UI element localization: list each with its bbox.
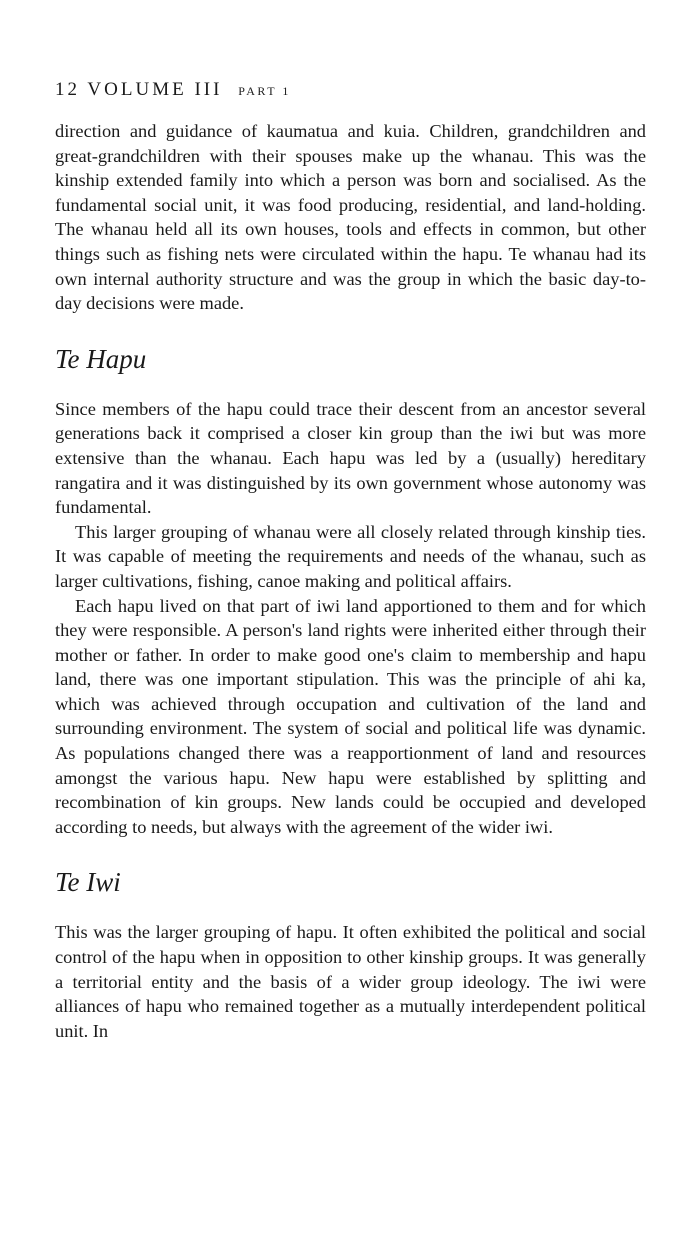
page-number: 12 — [55, 79, 80, 100]
page — [55, 78, 646, 1043]
running-head — [55, 78, 646, 103]
section-heading-iwi: Te Iwi — [55, 867, 121, 898]
hapu-paragraph-1: Since members of the hapu could trace their descent from an ancestor several generations back it comprised a closer kin group than the iwi but was more extensive than the whanau. Each hapu was led by a (usually) hereditary rangatira and it was distinguished by its own government whose autonomy was fundamental. — [55, 398, 646, 518]
hapu-paragraph-3: Each hapu lived on that part of iwi land apportioned to them and for which they were responsible. A person's land rights were inherited either through their mother or father. In order to make good one's claim to membership and hapu land, there was one important stipulation. This was the principle of ahi ka, which was achieved through occupation and cultivation of the land and surrounding environment. The system of social and political life was dynamic. As populations changed there was a reapportionment of land and resources amongst the various hapu. New hapu were established by splitting and recombination of kin groups. New lands could be occupied and developed according to needs, but always with the agreement of the wider iwi. — [55, 595, 646, 837]
section-heading-hapu: Te Hapu — [55, 343, 147, 374]
intro-paragraph: direction and guidance of kaumatua and kuia. Children, grandchildren and great-grandchildren with their spouses make up the whanau. This was the kinship extended family into which a person was born and socialised. As the fundamental social unit, it was food producing, residential, and land-holding. The whanau held all its own houses, tools and effects in common, but other things such as fishing nets were circulated within the hapu. Te whanau had its own internal authority structure and was the group in which the basic day-to-day decisions were made. — [55, 121, 646, 314]
volume-label: VOLUME III — [87, 79, 223, 100]
hapu-paragraph-2: This larger grouping of whanau were all closely related through kinship ties. It was capable of meeting the requirements and needs of the whanau, such as larger cultivations, fishing, canoe making and political affairs. — [55, 521, 646, 591]
part-label: PART 1 — [238, 84, 291, 98]
iwi-paragraph-1: This was the larger grouping of hapu. It often exhibited the political and social control of the hapu when in opposition to other kinship groups. It was generally a territorial entity and the basis of a wider group ideology. The iwi were alliances of hapu who remained together as a mutually interdependent political unit. In — [55, 922, 646, 1041]
